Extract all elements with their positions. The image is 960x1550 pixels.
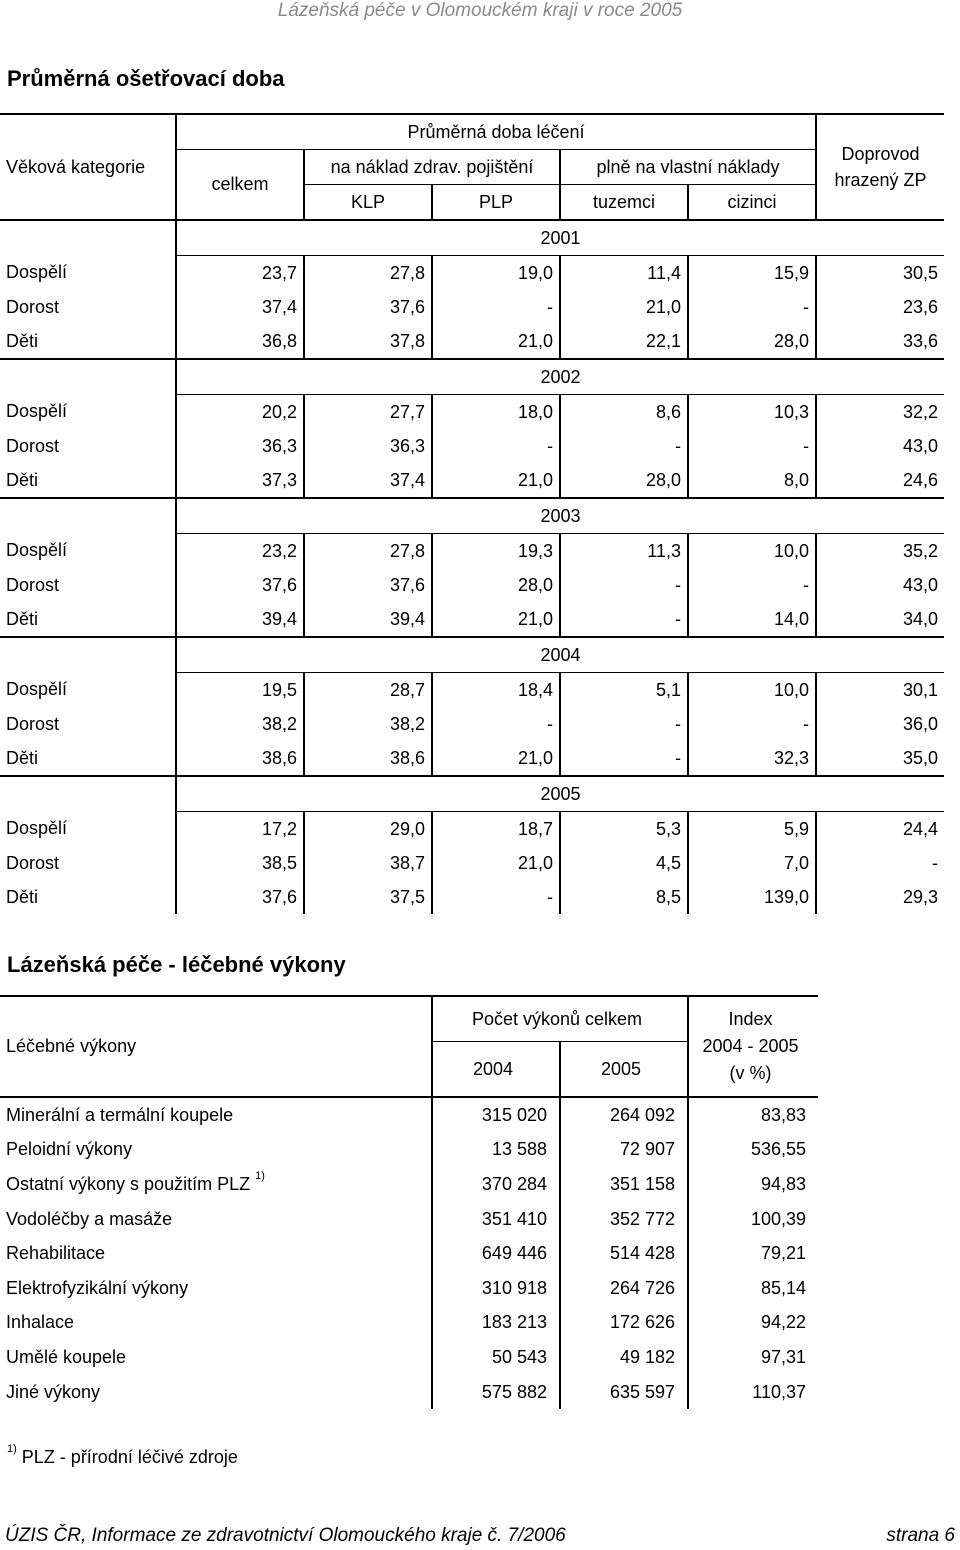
count-cell: 351 410 — [432, 1202, 560, 1237]
table-row — [0, 673, 944, 708]
table-row — [0, 256, 944, 291]
value-cell: 14,0 — [688, 602, 816, 637]
value-cell: 28,0 — [432, 568, 560, 602]
year-2004-header: 2004 — [432, 1042, 560, 1098]
table-row — [0, 707, 944, 741]
value-cell: 21,0 — [432, 602, 560, 637]
value-cell: 11,4 — [560, 256, 688, 291]
age-category-cell: Dorost — [6, 574, 60, 595]
age-category-cell: Dorost — [6, 852, 60, 873]
procedure-name-cell — [0, 1306, 432, 1341]
value-cell: 38,5 — [176, 846, 304, 880]
value-cell: 38,2 — [176, 707, 304, 741]
value-cell: - — [560, 568, 688, 602]
value-cell: 27,7 — [304, 395, 432, 430]
procedure-name: Vodoléčby a masáže — [6, 1208, 173, 1229]
value-cell: 19,3 — [432, 534, 560, 569]
count-cell: 315 020 — [432, 1097, 560, 1133]
value-cell: - — [560, 429, 688, 463]
table-row — [0, 534, 944, 569]
index-header — [688, 996, 818, 1097]
count-cell: 72 907 — [560, 1133, 688, 1168]
table-row — [0, 1306, 818, 1341]
value-cell: 30,1 — [816, 673, 944, 708]
procedure-name-cell — [0, 1133, 432, 1168]
value-cell: 36,3 — [304, 429, 432, 463]
table-row — [0, 1271, 818, 1306]
value-cell: 24,6 — [816, 463, 944, 498]
count-cell: 50 543 — [432, 1340, 560, 1375]
page-footer — [5, 1525, 955, 1547]
value-cell: 32,3 — [688, 741, 816, 776]
value-cell: 17,2 — [176, 812, 304, 847]
value-cell: 8,5 — [560, 880, 688, 914]
age-category-cell: Dospělí — [6, 679, 68, 700]
procedures-header: Léčebné výkony — [0, 996, 432, 1097]
value-cell: - — [432, 880, 560, 914]
value-cell: 35,0 — [816, 741, 944, 776]
footnote — [7, 1443, 238, 1468]
year-row-label: 2004 — [176, 637, 944, 673]
value-cell: 36,8 — [176, 324, 304, 359]
avg-duration-header: Průměrná doba léčení — [176, 114, 816, 150]
value-cell: 5,1 — [560, 673, 688, 708]
age-category-cell: Děti — [6, 469, 39, 490]
value-cell: - — [688, 290, 816, 324]
value-cell: 43,0 — [816, 429, 944, 463]
age-category-cell: Dorost — [6, 713, 60, 734]
value-cell: 36,3 — [176, 429, 304, 463]
value-cell: 35,2 — [816, 534, 944, 569]
value-cell: 37,6 — [304, 568, 432, 602]
value-cell: 21,0 — [432, 463, 560, 498]
count-cell: 49 182 — [560, 1340, 688, 1375]
index-cell: 100,39 — [688, 1202, 818, 1237]
table-row — [0, 846, 944, 880]
value-cell: 28,0 — [688, 324, 816, 359]
value-cell: - — [432, 707, 560, 741]
value-cell: 23,6 — [816, 290, 944, 324]
index-header-line3: (v %) — [729, 1063, 772, 1083]
value-cell: 24,4 — [816, 812, 944, 847]
table-row — [0, 812, 944, 847]
value-cell: 139,0 — [688, 880, 816, 914]
count-header: Počet výkonů celkem — [432, 996, 688, 1042]
index-cell: 536,55 — [688, 1133, 818, 1168]
value-cell: 21,0 — [560, 290, 688, 324]
value-cell: 27,8 — [304, 534, 432, 569]
page-header: Lázeňská péče v Olomouckém kraji v roce 2005 — [277, 0, 683, 21]
value-cell: 38,2 — [304, 707, 432, 741]
table-row — [0, 463, 944, 498]
age-category-cell: Dospělí — [6, 262, 68, 283]
procedure-name: Peloidní výkony — [6, 1139, 133, 1160]
index-cell: 83,83 — [688, 1097, 818, 1133]
count-cell: 310 918 — [432, 1271, 560, 1306]
table-row — [0, 1133, 818, 1168]
age-category-cell: Děti — [6, 747, 39, 768]
value-cell: 43,0 — [816, 568, 944, 602]
value-cell: 8,0 — [688, 463, 816, 498]
value-cell: 5,9 — [688, 812, 816, 847]
value-cell: 37,6 — [176, 568, 304, 602]
value-cell: 10,3 — [688, 395, 816, 430]
procedure-name-cell — [0, 1375, 432, 1410]
count-cell: 635 597 — [560, 1375, 688, 1410]
value-cell: 30,5 — [816, 256, 944, 291]
count-cell: 264 726 — [560, 1271, 688, 1306]
value-cell: 32,2 — [816, 395, 944, 430]
value-cell: 21,0 — [432, 741, 560, 776]
procedure-name: Ostatní výkony s použitím PLZ — [6, 1173, 251, 1194]
footnote-ref: 1) — [255, 1169, 265, 1182]
procedure-name-cell — [0, 1202, 432, 1237]
year-row-label: 2003 — [176, 498, 944, 534]
value-cell: - — [432, 290, 560, 324]
index-cell: 97,31 — [688, 1340, 818, 1375]
table-row — [0, 741, 944, 776]
value-cell: - — [688, 707, 816, 741]
age-category-cell: Dorost — [6, 296, 60, 317]
value-cell: - — [560, 602, 688, 637]
value-cell: - — [560, 707, 688, 741]
value-cell: 37,6 — [176, 880, 304, 914]
procedure-name-cell — [0, 1236, 432, 1271]
value-cell: 21,0 — [432, 324, 560, 359]
footnote-text: PLZ - přírodní léčivé zdroje — [21, 1447, 238, 1467]
domestic-header: tuzemci — [560, 185, 688, 221]
procedure-name-cell — [0, 1097, 432, 1133]
count-cell: 352 772 — [560, 1202, 688, 1237]
year-2005-header: 2005 — [560, 1042, 688, 1098]
count-cell: 649 446 — [432, 1236, 560, 1271]
procedure-name-cell — [0, 1340, 432, 1375]
procedure-name: Jiné výkony — [6, 1381, 101, 1402]
table-row — [0, 880, 944, 914]
foreign-header: cizinci — [688, 185, 816, 221]
value-cell: 29,0 — [304, 812, 432, 847]
value-cell: 19,5 — [176, 673, 304, 708]
count-cell: 172 626 — [560, 1306, 688, 1341]
total-header: celkem — [176, 150, 304, 221]
table-row — [0, 1375, 818, 1410]
value-cell: 37,6 — [304, 290, 432, 324]
value-cell: 20,2 — [176, 395, 304, 430]
table-row — [0, 1236, 818, 1271]
procedure-name-cell — [0, 1271, 432, 1306]
value-cell: 28,0 — [560, 463, 688, 498]
procedure-name: Minerální a termální koupele — [6, 1104, 234, 1125]
value-cell: 39,4 — [304, 602, 432, 637]
table-row — [0, 602, 944, 637]
count-cell: 264 092 — [560, 1097, 688, 1133]
count-cell: 370 284 — [432, 1167, 560, 1202]
value-cell: 5,3 — [560, 812, 688, 847]
treatment-duration-table — [0, 113, 944, 914]
table2-title: Lázeňská péče - léčebné výkony — [7, 952, 346, 977]
value-cell: 37,5 — [304, 880, 432, 914]
value-cell: 37,4 — [304, 463, 432, 498]
escort-header-line1: Doprovod — [841, 144, 920, 164]
age-category-cell: Dospělí — [6, 401, 68, 422]
value-cell: 22,1 — [560, 324, 688, 359]
value-cell: 37,3 — [176, 463, 304, 498]
value-cell: 27,8 — [304, 256, 432, 291]
value-cell: 37,8 — [304, 324, 432, 359]
value-cell: 15,9 — [688, 256, 816, 291]
value-cell: 4,5 — [560, 846, 688, 880]
table-row — [0, 1202, 818, 1237]
year-row-label: 2005 — [176, 776, 944, 812]
value-cell: 38,6 — [176, 741, 304, 776]
index-cell: 85,14 — [688, 1271, 818, 1306]
year-row-label: 2002 — [176, 359, 944, 395]
table-row — [0, 1340, 818, 1375]
procedure-name: Inhalace — [6, 1312, 75, 1333]
age-category-header: Věková kategorie — [0, 114, 176, 220]
value-cell: 38,6 — [304, 741, 432, 776]
count-cell: 575 882 — [432, 1375, 560, 1410]
klp-header: KLP — [304, 185, 432, 221]
value-cell: 11,3 — [560, 534, 688, 569]
index-cell: 110,37 — [688, 1375, 818, 1410]
value-cell: 21,0 — [432, 846, 560, 880]
value-cell: 10,0 — [688, 673, 816, 708]
count-cell: 183 213 — [432, 1306, 560, 1341]
treatment-procedures-table — [0, 995, 818, 1409]
table-row — [0, 324, 944, 359]
value-cell: 23,7 — [176, 256, 304, 291]
table-row — [0, 429, 944, 463]
value-cell: 18,4 — [432, 673, 560, 708]
value-cell: 18,0 — [432, 395, 560, 430]
age-category-cell: Děti — [6, 608, 39, 629]
own-cost-header: plně na vlastní náklady — [560, 150, 816, 185]
value-cell: - — [432, 429, 560, 463]
escort-header-line2: hrazený ZP — [834, 170, 927, 190]
page-number: strana 6 — [886, 1525, 955, 1546]
value-cell: - — [688, 429, 816, 463]
count-cell: 514 428 — [560, 1236, 688, 1271]
age-category-cell: Dospělí — [6, 540, 68, 561]
value-cell: 39,4 — [176, 602, 304, 637]
table-row — [0, 290, 944, 324]
year-row-label: 2001 — [176, 220, 944, 256]
procedure-name-cell — [0, 1167, 432, 1202]
value-cell: 29,3 — [816, 880, 944, 914]
table-row — [0, 395, 944, 430]
value-cell: 18,7 — [432, 812, 560, 847]
value-cell: 19,0 — [432, 256, 560, 291]
age-category-cell: Děti — [6, 886, 39, 907]
index-cell: 94,83 — [688, 1167, 818, 1202]
value-cell: - — [560, 741, 688, 776]
value-cell: 7,0 — [688, 846, 816, 880]
age-category-cell: Dospělí — [6, 818, 68, 839]
index-cell: 79,21 — [688, 1236, 818, 1271]
escort-header — [816, 114, 944, 220]
value-cell: 28,7 — [304, 673, 432, 708]
table-row — [0, 1167, 818, 1202]
value-cell: 34,0 — [816, 602, 944, 637]
value-cell: 23,2 — [176, 534, 304, 569]
table-row — [0, 568, 944, 602]
insurance-header: na náklad zdrav. pojištění — [304, 150, 560, 185]
footer-source: ÚZIS ČR, Informace ze zdravotnictví Olomouckého kraje č. 7/2006 — [5, 1525, 566, 1546]
index-header-line2: 2004 - 2005 — [702, 1036, 799, 1056]
value-cell: 37,4 — [176, 290, 304, 324]
index-cell: 94,22 — [688, 1306, 818, 1341]
footnote-mark: 1) — [7, 1443, 17, 1455]
value-cell: 10,0 — [688, 534, 816, 569]
value-cell: - — [688, 568, 816, 602]
age-category-cell: Dorost — [6, 435, 60, 456]
plp-header: PLP — [432, 185, 560, 221]
count-cell: 13 588 — [432, 1133, 560, 1168]
value-cell: 38,7 — [304, 846, 432, 880]
index-header-line1: Index — [728, 1009, 773, 1029]
table-row — [0, 1097, 818, 1133]
procedure-name: Umělé koupele — [6, 1346, 127, 1367]
age-category-cell: Děti — [6, 330, 39, 351]
count-cell: 351 158 — [560, 1167, 688, 1202]
value-cell: 36,0 — [816, 707, 944, 741]
value-cell: 8,6 — [560, 395, 688, 430]
procedure-name: Rehabilitace — [6, 1243, 106, 1264]
table1-title: Průměrná ošetřovací doba — [7, 66, 285, 91]
value-cell: - — [816, 846, 944, 880]
value-cell: 33,6 — [816, 324, 944, 359]
procedure-name: Elektrofyzikální výkony — [6, 1277, 189, 1298]
